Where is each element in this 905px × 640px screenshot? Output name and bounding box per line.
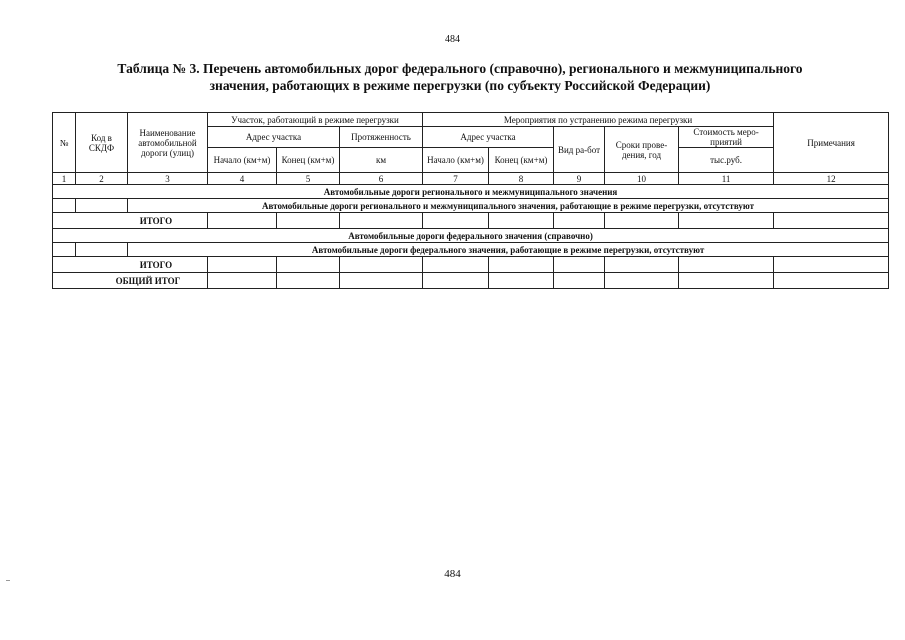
empty-cell [679,257,774,273]
empty-cell [774,273,889,289]
empty-cell [53,243,76,257]
regional-section-header: Автомобильные дороги регионального и межмуниципального значения [53,185,889,199]
title-line-1: Таблица № 3. Перечень автомобильных дорог федерального (справочно), регионального и межмуниципального [117,61,803,76]
header-start: Начало (км+м) [208,148,277,173]
empty-cell [340,213,423,229]
header-notes: Примечания [774,113,889,173]
col-num: 7 [423,173,489,185]
empty-cell [208,273,277,289]
col-num: 9 [554,173,605,185]
col-num: 2 [76,173,128,185]
col-num: 10 [605,173,679,185]
federal-section-header-row [53,229,889,243]
col-num: 8 [489,173,554,185]
grand-total-row [53,273,889,289]
regional-none-text: Автомобильные дороги регионального и межмуниципального значения, работающие в режиме перегрузки, отсутствуют [128,199,889,213]
empty-cell [277,273,340,289]
col-num: 1 [53,173,76,185]
empty-cell [340,257,423,273]
header-end-2: Конец (км+м) [489,148,554,173]
table-title [60,60,860,94]
empty-cell [76,199,128,213]
empty-cell [679,213,774,229]
empty-cell [774,213,889,229]
header-thousand-rub: тыс.руб. [679,148,774,173]
federal-section-header: Автомобильные дороги федерального значения (справочно) [53,229,889,243]
empty-cell [277,213,340,229]
itogo-row-1 [53,213,889,229]
page-number-top: 484 [445,34,460,45]
col-num: 12 [774,173,889,185]
header-road-name: Наименование автомобильной дороги (улиц) [128,113,208,173]
empty-cell [53,199,76,213]
regional-none-row [53,199,889,213]
empty-cell [679,273,774,289]
header-code: Код в СКДФ [76,113,128,173]
empty-cell [605,213,679,229]
header-address: Адрес участка [208,127,340,148]
header-work-type: Вид ра-бот [554,127,605,173]
grand-total-label: ОБЩИЙ ИТОГ [53,273,208,289]
column-numbers-row [53,173,889,185]
empty-cell [208,213,277,229]
empty-cell [554,257,605,273]
col-num: 3 [128,173,208,185]
empty-cell [489,257,554,273]
header-measures: Мероприятия по устранению режима перегрузки [423,113,774,127]
col-num: 4 [208,173,277,185]
header-km: км [340,148,423,173]
overload-roads-table [52,112,889,289]
scan-edge-mark [6,580,10,581]
itogo-label-1: ИТОГО [53,213,208,229]
col-num: 11 [679,173,774,185]
header-cost: Стоимость меро-приятий [679,127,774,148]
regional-section-header-row [53,185,889,199]
empty-cell [340,273,423,289]
header-section-overload: Участок, работающий в режиме перегрузки [208,113,423,127]
col-num: 6 [340,173,423,185]
itogo-label-2: ИТОГО [53,257,208,273]
federal-none-text: Автомобильные дороги федерального значения, работающие в режиме перегрузки, отсутствуют [128,243,889,257]
empty-cell [76,243,128,257]
title-line-2: значения, работающих в режиме перегрузки (по субъекту Российской Федерации) [209,78,711,93]
header-end: Конец (км+м) [277,148,340,173]
empty-cell [605,257,679,273]
empty-cell [208,257,277,273]
itogo-row-2 [53,257,889,273]
empty-cell [423,213,489,229]
col-num: 5 [277,173,340,185]
empty-cell [277,257,340,273]
header-num: № [53,113,76,173]
header-row-1 [53,113,889,127]
empty-cell [423,273,489,289]
header-address-2: Адрес участка [423,127,554,148]
empty-cell [774,257,889,273]
empty-cell [489,273,554,289]
empty-cell [489,213,554,229]
federal-none-row [53,243,889,257]
empty-cell [423,257,489,273]
empty-cell [554,273,605,289]
header-start-2: Начало (км+м) [423,148,489,173]
empty-cell [554,213,605,229]
header-length: Протяженность [340,127,423,148]
page-number-bottom: 484 [444,568,461,580]
empty-cell [605,273,679,289]
header-terms: Сроки прове-дения, год [605,127,679,173]
